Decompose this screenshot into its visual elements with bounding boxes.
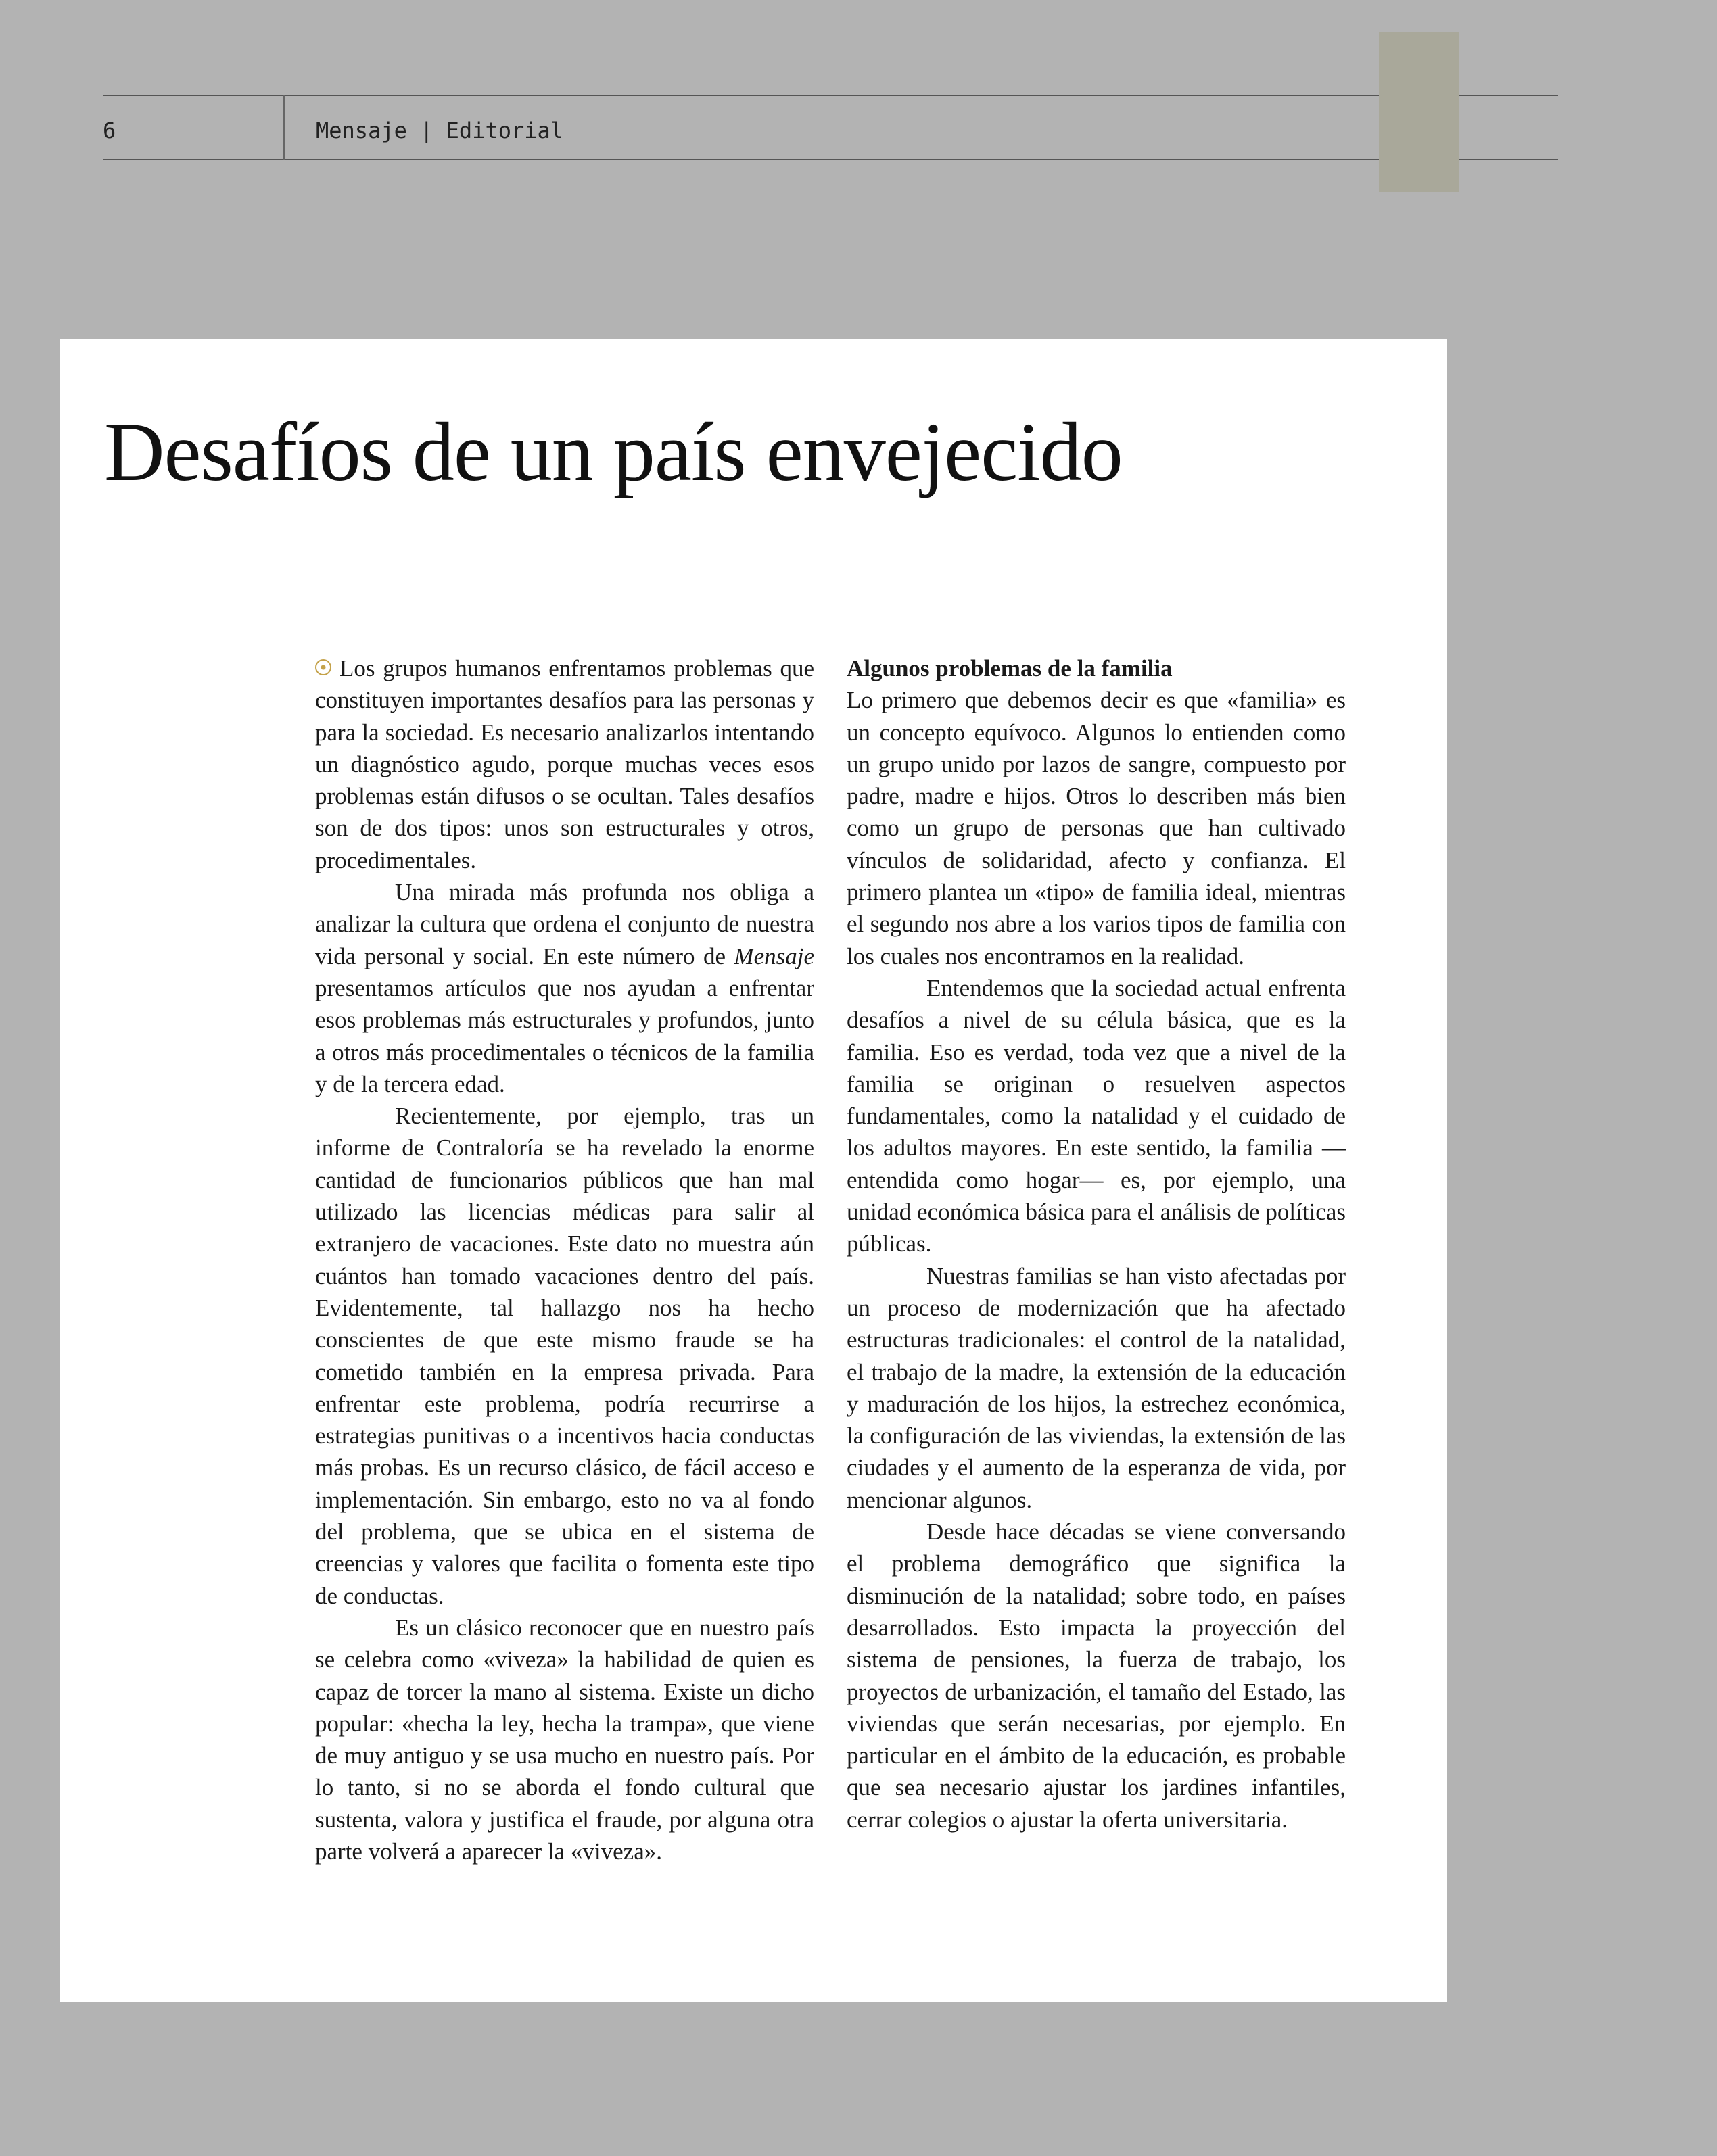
paragraph-intro bbox=[315, 652, 814, 876]
paragraph-mirada-text-end: presentamos artículos que nos ayudan a enfrentar esos problemas más estructurales y profundos, junto a otros más procedimentales o técnicos de la familia y de la tercera edad. bbox=[315, 974, 814, 1097]
paragraph-familia-concepto: Lo primero que debemos decir es que «familia» es un concepto equívoco. Algunos lo entienden como un grupo unido por lazos de sangre, compuesto por padre, madre e hijos. Otros lo describen más bien como un grupo de personas que han cultivado vínculos de solidaridad, afecto y confianza. El primero plantea un «tipo» de familia ideal, mientras el segundo nos abre a los varios tipos de familia con los cuales nos encontramos en la realidad. bbox=[847, 687, 1346, 969]
header-bottom-rule bbox=[103, 159, 1558, 160]
paragraph-viveza: Es un clásico reconocer que en nuestro país se celebra como «viveza» la habilidad de quien es capaz de torcer la mano al sistema. Existe un dicho popular: «hecha la ley, hecha la trampa», que viene de muy antiguo y se usa mucho en nuestro país. Por lo tanto, si no se aborda el fondo cultural que sustenta, valora y justifica el fraude, por alguna otra parte volverá a aparecer la «viveza». bbox=[315, 1614, 814, 1865]
right-column bbox=[847, 652, 1346, 1836]
paragraph-mirada-text: Una mirada más profunda nos obliga a analizar la cultura que ordena el conjunto de nuestra vida personal y social. En este número de bbox=[315, 879, 814, 969]
section-label: Mensaje | Editorial bbox=[316, 118, 564, 143]
paragraph-recientemente: Recientemente, por ejemplo, tras un informe de Contraloría se ha revelado la enorme cantidad de funcionarios públicos que han mal utilizado las licencias médicas para salir al extranjero de vacaciones. Este dato no muestra aún cuántos han tomado vacaciones dentro del país. Evidentemente, tal hallazgo nos ha hecho conscientes de que este mismo fraude se ha cometido también en la empresa privada. Para enfrentar este problema, podría recurrirse a estrategias punitivas o a incentivos hacia conductas más probas. Es un recurso clásico, de fácil acceso e implementación. Sin embargo, esto no va al fondo del problema, que se ubica en el sistema de creencias y valores que facilita o fomenta este tipo de conductas. bbox=[315, 1103, 814, 1609]
paragraph-sociedad-actual: Entendemos que la sociedad actual enfrenta desafíos a nivel de su célula básica, que es la familia. Eso es verdad, toda vez que a nivel de la familia se originan o resuelven aspectos fundamentales, como la natalidad y el cuidado de los adultos mayores. En este sentido, la familia —entendida como hogar— es, por ejemplo, una unidad económica básica para el análisis de políticas públicas. bbox=[847, 974, 1346, 1257]
section-tab-marker bbox=[1379, 32, 1459, 192]
magazine-name: Mensaje bbox=[734, 942, 814, 969]
page-number: 6 bbox=[103, 118, 116, 143]
article-page bbox=[60, 339, 1447, 2002]
article-title: Desafíos de un país envejecido bbox=[104, 406, 1123, 498]
paragraph-intro-text: Los grupos humanos enfrentamos problemas que constituyen importantes desafíos para las personas y para la sociedad. Es necesario analizarlos intentando un diagnóstico agudo, porque muchas veces esos problemas están difusos o se ocultan. Tales desafíos son de dos tipos: unos son estructurales y otros, procedimentales. bbox=[315, 655, 814, 873]
header-top-rule bbox=[103, 95, 1558, 96]
paragraph-mirada bbox=[315, 876, 814, 1100]
ornament-icon bbox=[315, 659, 331, 675]
section-subheading: Algunos problemas de la familia bbox=[847, 655, 1173, 681]
paragraph-demografico: Desde hace décadas se viene conversando el problema demográfico que significa la disminución de la natalidad; sobre todo, en países desarrollados. Esto impacta la proyección del sistema de pensiones, la fuerza de trabajo, los proyectos de urbanización, el tamaño del Estado, las viviendas que serán necesarias, por ejemplo. En particular en el ámbito de la educación, es probable que sea necesario ajustar los jardines infantiles, cerrar colegios o ajustar la oferta universitaria. bbox=[847, 1518, 1346, 1833]
paragraph-modernizacion: Nuestras familias se han visto afectadas por un proceso de modernización que ha afectado estructuras tradicionales: el control de la natalidad, el trabajo de la madre, la extensión de la educación y maduración de los hijos, la estrechez económica, la configuración de las viviendas, la extensión de las ciudades y el aumento de la esperanza de vida, por mencionar algunos. bbox=[847, 1262, 1346, 1513]
left-column bbox=[315, 652, 814, 1867]
header-divider bbox=[283, 95, 285, 160]
